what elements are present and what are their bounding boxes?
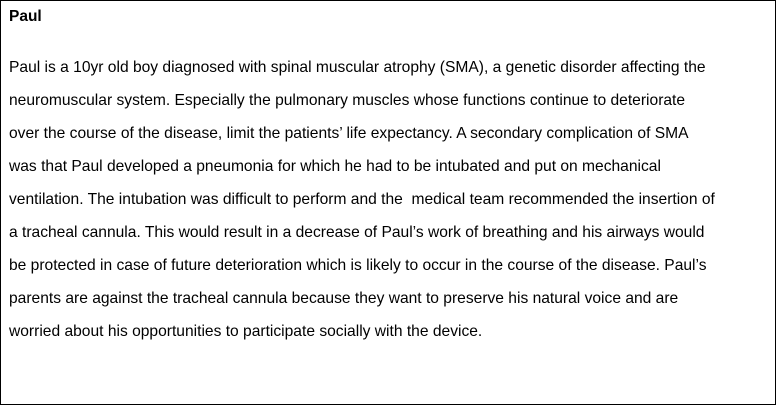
case-text-line: a tracheal cannula. This would result in a decrease of Paul’s work of breathing and his airways would: [9, 224, 705, 241]
case-title: Paul: [9, 8, 42, 25]
case-text-line: Paul is a 10yr old boy diagnosed with spinal muscular atrophy (SMA), a genetic disorder affecting the: [9, 59, 706, 76]
case-text-line: neuromuscular system. Especially the pulmonary muscles whose functions continue to deteriorate: [9, 92, 686, 109]
case-text-line: parents are against the tracheal cannula because they want to preserve his natural voice and are: [9, 290, 679, 307]
case-text: [9, 51, 769, 348]
case-text-line: be protected in case of future deterioration which is likely to occur in the course of the disease. Paul’s: [9, 257, 707, 274]
case-text-line: was that Paul developed a pneumonia for which he had to be intubated and put on mechanical: [9, 158, 661, 175]
case-text-line: ventilation. The intubation was difficult to perform and the medical team recommended the insertion of: [9, 191, 715, 208]
case-text-line: worried about his opportunities to participate socially with the device.: [9, 323, 483, 340]
case-text-line: over the course of the disease, limit the patients’ life expectancy. A secondary complication of SMA: [9, 125, 689, 142]
